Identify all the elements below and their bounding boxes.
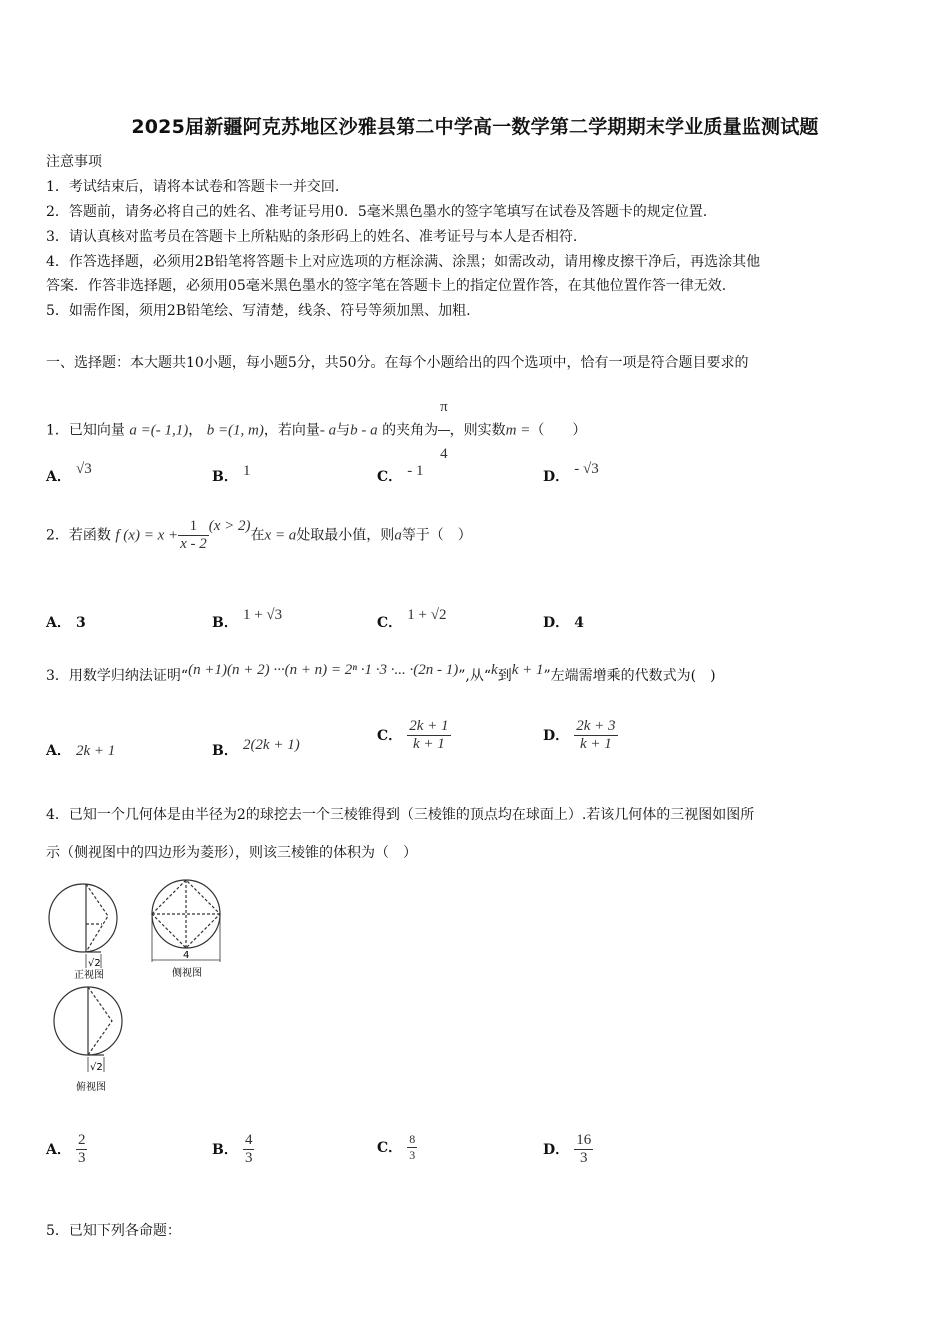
notice-item: 3．请认真核对监考员在答题卡上所粘贴的条形码上的姓名、准考证号与本人是否相符. xyxy=(46,229,578,245)
page-title: 2025届新疆阿克苏地区沙雅县第二中学高一数学第二学期期末学业质量监测试题 xyxy=(131,116,819,138)
section-heading: 一、选择题：本大题共10小题，每小题5分，共50分。在每个小题给出的四个选项中，恰有一项是符合题目要求的 xyxy=(46,355,749,371)
q4-option-d[interactable]: D． $\frac{16}{3}$ xyxy=(543,1132,592,1166)
q2-option-c[interactable]: C． 1 + √2 xyxy=(377,607,447,631)
question-4-line1: 4．已知一个几何体是由半径为2的球挖去一个三棱锥得到（三棱锥的顶点均在球面上）.若该几何体的三视图如图所 xyxy=(46,807,755,823)
q2-option-b[interactable]: B． 1 + √3 xyxy=(212,607,283,631)
front-view-caption: 正视图 xyxy=(74,970,104,981)
q4-option-a[interactable]: A． $\frac{2}{3}$ xyxy=(46,1132,86,1166)
top-view-label: √2 xyxy=(90,1062,103,1073)
front-view-label: √2 xyxy=(88,958,101,969)
q3-option-b[interactable]: B． 2(2k + 1) xyxy=(212,737,300,759)
q3-option-a[interactable]: A． 2k + 1 xyxy=(46,743,116,759)
notice-heading: 注意事项 xyxy=(46,154,102,170)
front-view xyxy=(49,884,117,968)
q1-option-d[interactable]: D． - √3 xyxy=(543,461,599,485)
question-3: 3．用数学归纳法证明“(n +1)(n + 2) ···(n + n) = 2ⁿ ·1 ·3 ·... ·(2n - 1)”,从“k到k + 1”左端需增乘的代数式为( ) xyxy=(46,662,716,684)
top-view-caption: 俯视图 xyxy=(76,1082,106,1093)
q1-option-c[interactable]: C． - 1 xyxy=(377,463,424,485)
question-1: 1．已知向量 a =(- 1,1)， b =(1, m)，若向量- a与b - a 的夹角为 $\frac{\pi}{4}$ ，则实数m =（ ） xyxy=(46,384,586,477)
q4-option-c[interactable]: C． $\frac{8}{3}$ xyxy=(377,1132,416,1162)
question-2: 2．若函数 f (x) = x + $\frac{1}{x - 2}$ (x > 2)在x = a处取最小值，则a等于（ ） xyxy=(46,517,472,552)
q2-option-a[interactable]: A． 3 xyxy=(46,615,86,631)
q3-c-fraction: $\frac{2k + 1}{k + 1}$ xyxy=(409,718,449,752)
notice-item: 答案．作答非选择题，必须用05毫米黑色墨水的签字笔在答题卡上的指定位置作答，在其他位置作答一律无效. xyxy=(46,278,727,294)
top-view xyxy=(54,987,122,1072)
side-view-caption: 侧视图 xyxy=(172,968,202,979)
q1-number: 1． xyxy=(46,422,69,439)
notice-item: 4．作答选择题，必须用2B铅笔将答题卡上对应选项的方框涂满、涂黑；如需改动，请用橡皮擦干净后，再选涂其他 xyxy=(46,254,761,270)
q2-fraction: $\frac{1}{x - 2}$ xyxy=(180,518,207,552)
q2-option-d[interactable]: D． 4 xyxy=(543,615,584,631)
question-5: 5．已知下列各命题： xyxy=(46,1223,181,1239)
notice-item: 5．如需作图，须用2B铅笔绘、写清楚，线条、符号等须加黑、加粗. xyxy=(46,303,471,319)
q1-option-a[interactable]: A． √3 xyxy=(46,461,92,485)
angle-fraction: $\frac{\pi}{4}$ xyxy=(438,384,450,477)
notice-item: 2．答题前，请务必将自己的姓名、准考证号用0．5毫米黑色墨水的签字笔填写在试卷及答题卡的规定位置. xyxy=(46,204,708,220)
q3-option-c[interactable]: C． $\frac{2k + 1}{k + 1}$ xyxy=(377,718,449,752)
q3-d-fraction: $\frac{2k + 3}{k + 1}$ xyxy=(576,718,616,752)
three-view-figure xyxy=(46,876,226,1101)
q4-option-b[interactable]: B． $\frac{4}{3}$ xyxy=(212,1132,253,1166)
side-view-label: 4 xyxy=(183,950,190,961)
q3-option-d[interactable]: D． $\frac{2k + 3}{k + 1}$ xyxy=(543,718,616,752)
notice-item: 1．考试结束后，请将本试卷和答题卡一并交回. xyxy=(46,179,340,195)
question-4-line2: 示（侧视图中的四边形为菱形），则该三棱锥的体积为（ ） xyxy=(46,845,417,861)
q1-option-b[interactable]: B． 1 xyxy=(212,463,251,485)
